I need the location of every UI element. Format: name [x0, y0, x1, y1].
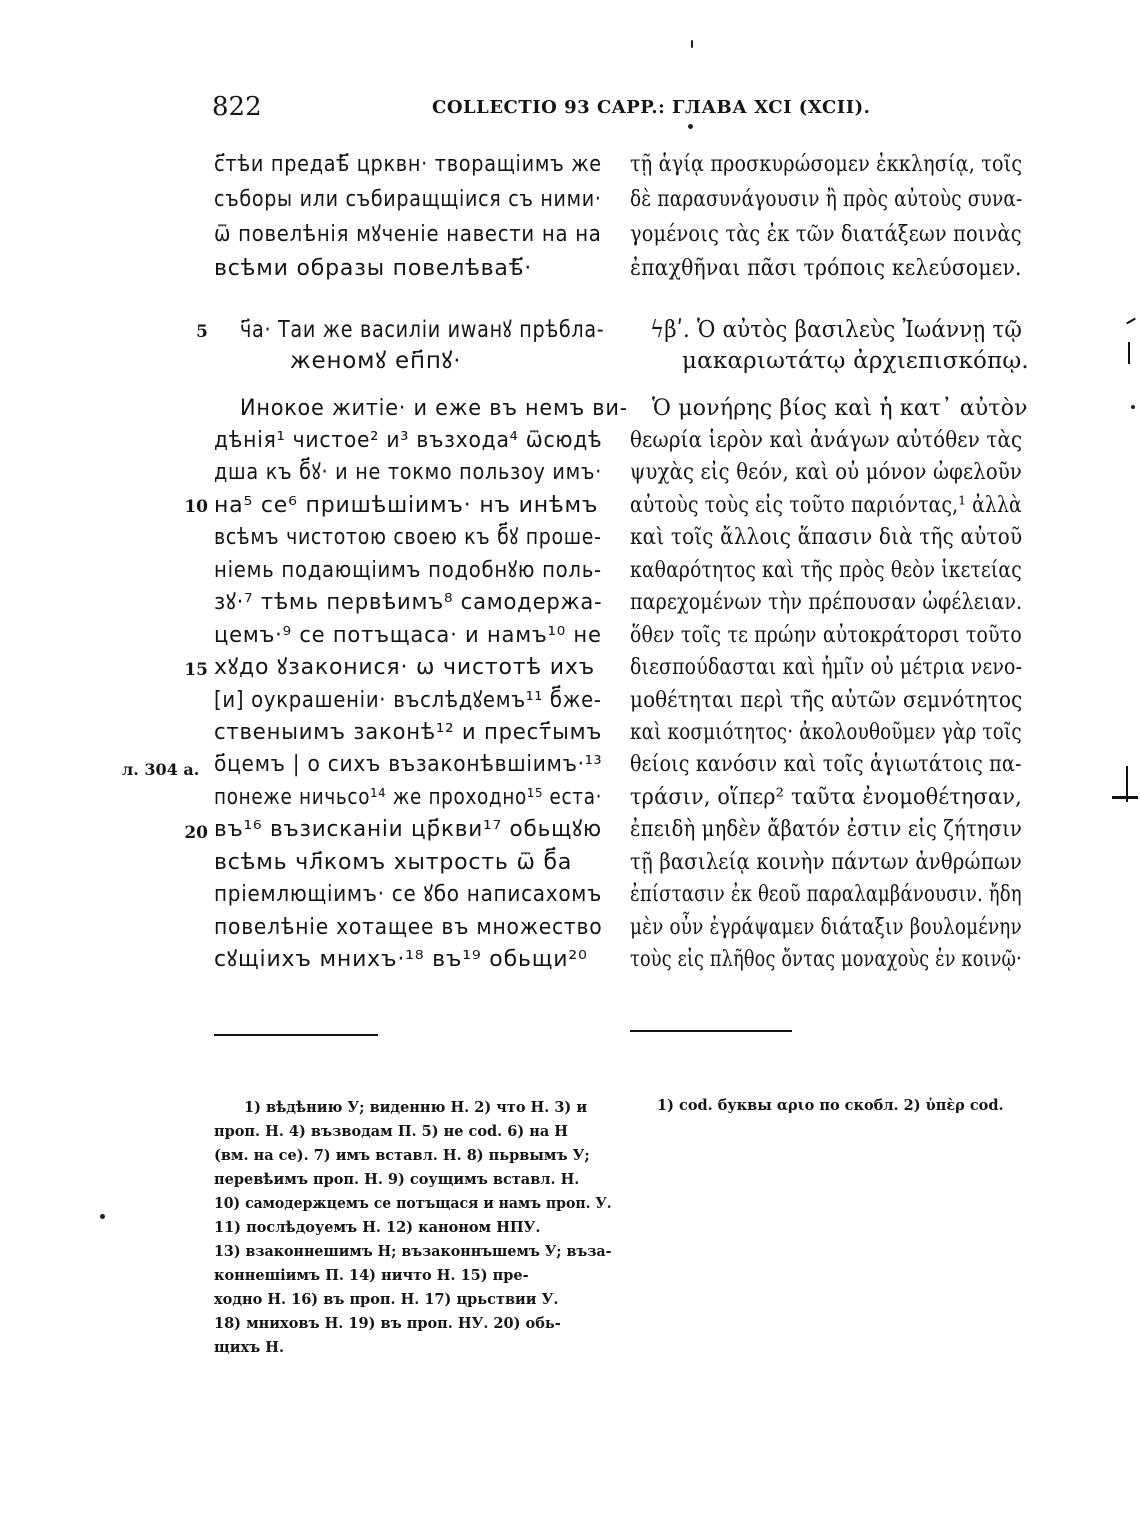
left-body-line: дша къ б҃ꙋ· и не токмо пользоу имъ·: [214, 460, 603, 485]
line-number: 5: [196, 322, 208, 342]
left-body-line: въ¹⁶ възисканiи цр҃кви¹⁷ обьщꙋю: [214, 817, 602, 842]
footnote-line: щихъ Н.: [214, 1339, 285, 1356]
line-number: 15: [184, 660, 208, 680]
right-top-line: τῇ ἁγίᾳ προσκυρώσομεν ἐκκλησίᾳ, τοῖς: [630, 152, 1023, 177]
right-body-line: καθαρότητος καὶ τῆς πρὸς θεὸν ἱκετείας: [630, 558, 1022, 583]
left-body-line: понеже ничьсо¹⁴ же проходно¹⁵ еста·: [214, 785, 603, 810]
right-body-line: καὶ κοσμιότητος· ἀκολουθοῦμεν γὰρ τοῖς: [630, 720, 1022, 745]
right-body-line: ψυχὰς εἰς θεόν, καὶ οὐ μόνον ὠφελοῦν: [630, 460, 1022, 485]
left-body-line: нiемь подающiимъ подобнꙋю поль-: [214, 558, 602, 583]
right-body-line: αὐτοὺς τοὺς εἰς τοῦτο παριόντας,¹ ἀλλὰ: [630, 493, 1022, 518]
right-body-line: τοὺς εἰς πλῆθος ὄντας μοναχοὺς ἐν κοινῷ·: [630, 947, 1022, 972]
page-header: [0, 0, 1140, 140]
margin-speck: [1131, 405, 1135, 409]
right-body-line: διεσπούδασται καὶ ἡμῖν οὐ μέτρια νενο-: [630, 655, 1023, 680]
left-body-line: цемъ·⁹ се потъщаса· и намъ¹⁰ не: [214, 623, 602, 648]
footnote-rule-left: [214, 1034, 378, 1036]
footnote-line: 18) мниховъ Н. 19) въ проп. НУ. 20) обь-: [214, 1315, 561, 1332]
margin-speck: [691, 40, 693, 48]
footnote-line: 10) самодержцемъ се потъщася и намъ проп. У.: [214, 1195, 612, 1212]
page-number: 822: [212, 92, 262, 122]
footnote-line: 11) послѣдоуемъ Н. 12) каноном НПУ.: [214, 1219, 541, 1236]
left-chapter-heading: женомꙋ еп҃пꙋ·: [290, 348, 462, 374]
left-top-line: ѿ повелѣнiя мꙋченiе навести на на: [214, 222, 602, 247]
line-number: 20: [184, 823, 208, 843]
right-body-line: παρεχομένων τὴν πρέπουσαν ὠφέλειαν.: [630, 590, 1023, 615]
left-body-line: ственыимъ законѣ¹² и прест҃ымъ: [214, 720, 603, 745]
left-body-line: хꙋдо ꙋзаконися· ѡ чистотѣ ихъ: [214, 655, 595, 680]
left-body-line: на⁵ се⁶ пришѣшiимъ· нъ инѣмъ: [214, 493, 599, 518]
margin-mark: [1112, 796, 1138, 799]
footnotes-right: 1) cod. буквы αριο по скобл. 2) ὑπὲρ cod.: [657, 1097, 1004, 1114]
right-top-line: ἐπαχθῆναι πᾶσι τρόποις κελεύσομεν.: [630, 256, 1022, 281]
right-body-line: τράσιν, οἵπερ² ταῦτα ἐνομοθέτησαν,: [630, 785, 1022, 810]
right-body-line: τῇ βασιλείᾳ κοινὴν πάντων ἀνθρώπων: [630, 850, 1023, 875]
left-body-line: повелѣнiе хотащее въ множество: [214, 915, 603, 940]
right-body-line: θείοις κανόσιν καὶ τοῖς ἁγιωτάτοις πα-: [630, 752, 1022, 777]
left-body-line: [и] оукрашенiи· въслѣдꙋемъ¹¹ б҃же-: [214, 688, 602, 713]
left-body-line: зꙋ·⁷ тѣмь первѣимъ⁸ самодержа-: [214, 590, 603, 615]
right-body-line: καὶ τοῖς ἄλλοις ἅπασιν διὰ τῆς αὐτοῦ: [630, 525, 1023, 550]
footnote-line: ходно Н. 16) въ проп. Н. 17) црьствии У.: [214, 1291, 559, 1308]
margin-speck: [100, 1214, 105, 1219]
footnote-line: перевѣимъ проп. Н. 9) соущимъ вставл. Н.: [214, 1171, 580, 1188]
right-chapter-heading: ϟβʹ. Ὁ αὐτὸς βασιλεὺς Ἰωάννῃ τῷ: [650, 317, 1023, 343]
right-body-line: θεωρία ἱερὸν καὶ ἀνάγων αὐτόθεν τὰς: [630, 428, 1023, 453]
footnote-rule-right: [630, 1030, 792, 1032]
right-top-line: γομένοις τὰς ἐκ τῶν διατάξεων ποινὰς: [630, 222, 1022, 247]
margin-mark: [1126, 318, 1136, 325]
left-top-line: съборы или събиращщiися съ ними·: [214, 187, 602, 212]
margin-mark: [1128, 342, 1130, 364]
right-chapter-heading: μακαριωτάτῳ ἀρχιεπισκόπῳ.: [682, 348, 1029, 374]
left-top-line: с҃тѣи предаѣ҃ црквн· творащiимъ же: [214, 152, 602, 177]
left-body-line: о҃цемъ | о сихъ възаконѣвшiимъ·¹³: [214, 752, 603, 777]
right-body-line: ὅθεν τοῖς τε πρώην αὐτοκράτορσι τοῦτο: [630, 623, 1022, 648]
line-number: 10: [184, 497, 208, 517]
right-body-line: ἐπειδὴ μηδὲν ἄβατόν ἐστιν εἰς ζήτησιν: [630, 817, 1023, 842]
left-body-line: всѣмъ чистотою своею къ б҃ꙋ прошe-: [214, 525, 602, 550]
margin-mark: [1126, 766, 1128, 802]
right-body-line: ἐπίστασιν ἐκ θεοῦ παραλαμβάνουσιν. ἤδη: [630, 882, 1022, 907]
left-body-line: всѣмь чл҃комъ хытрость ѿ б҃а: [214, 850, 573, 875]
footnote-line: (вм. на се). 7) имъ вставл. Н. 8) пьрвымъ У;: [214, 1147, 590, 1164]
left-body-line: Инокое житiе· и еже въ немъ ви-: [240, 396, 628, 421]
running-head: COLLECTIO 93 CAPP.: ГЛАВА XCI (XCII).: [432, 97, 871, 118]
footnote-line: проп. Н. 4) възводам П. 5) не cod. 6) на Н: [214, 1123, 568, 1140]
left-top-line: всѣми образы повелѣваѣ҃·: [214, 256, 533, 281]
left-body-line: дѣнiя¹ чистое² и³ възхода⁴ ѿсюдѣ: [214, 428, 603, 453]
right-body-line: μὲν οὖν ἐγράψαμεν διάταξιν βουλομένην: [630, 915, 1022, 940]
footnote-line: коннешiимъ П. 14) ничто Н. 15) пре-: [214, 1267, 529, 1284]
right-body-line: Ὁ μονήρης βίος καὶ ἡ κατ᾽ αὐτὸν: [652, 396, 1028, 421]
left-body-line: сꙋщiихъ мнихъ·¹⁸ въ¹⁹ обьщи²⁰: [214, 947, 588, 972]
left-chapter-heading: ч҃а· Таи же василiи иwанꙋ прѣбла-: [240, 317, 605, 343]
footnote-line: 1) вѣдѣнию У; виденню Н. 2) что Н. 3) и: [244, 1099, 588, 1116]
left-body-line: прiемлющiимъ· се ꙋбо написахомъ: [214, 882, 602, 907]
footnote-line: 13) взаконнешимъ Н; възаконнъшемъ У; въза-: [214, 1243, 612, 1260]
right-body-line: μοθέτηται περὶ τῆς αὐτῶν σεμνότητος: [630, 688, 1023, 713]
right-top-line: δὲ παρασυνάγουσιν ἢ πρὸς αὐτοὺς συνα-: [630, 187, 1023, 212]
margin-speck: [688, 124, 693, 129]
folio-note: л. 304 а.: [122, 760, 200, 779]
